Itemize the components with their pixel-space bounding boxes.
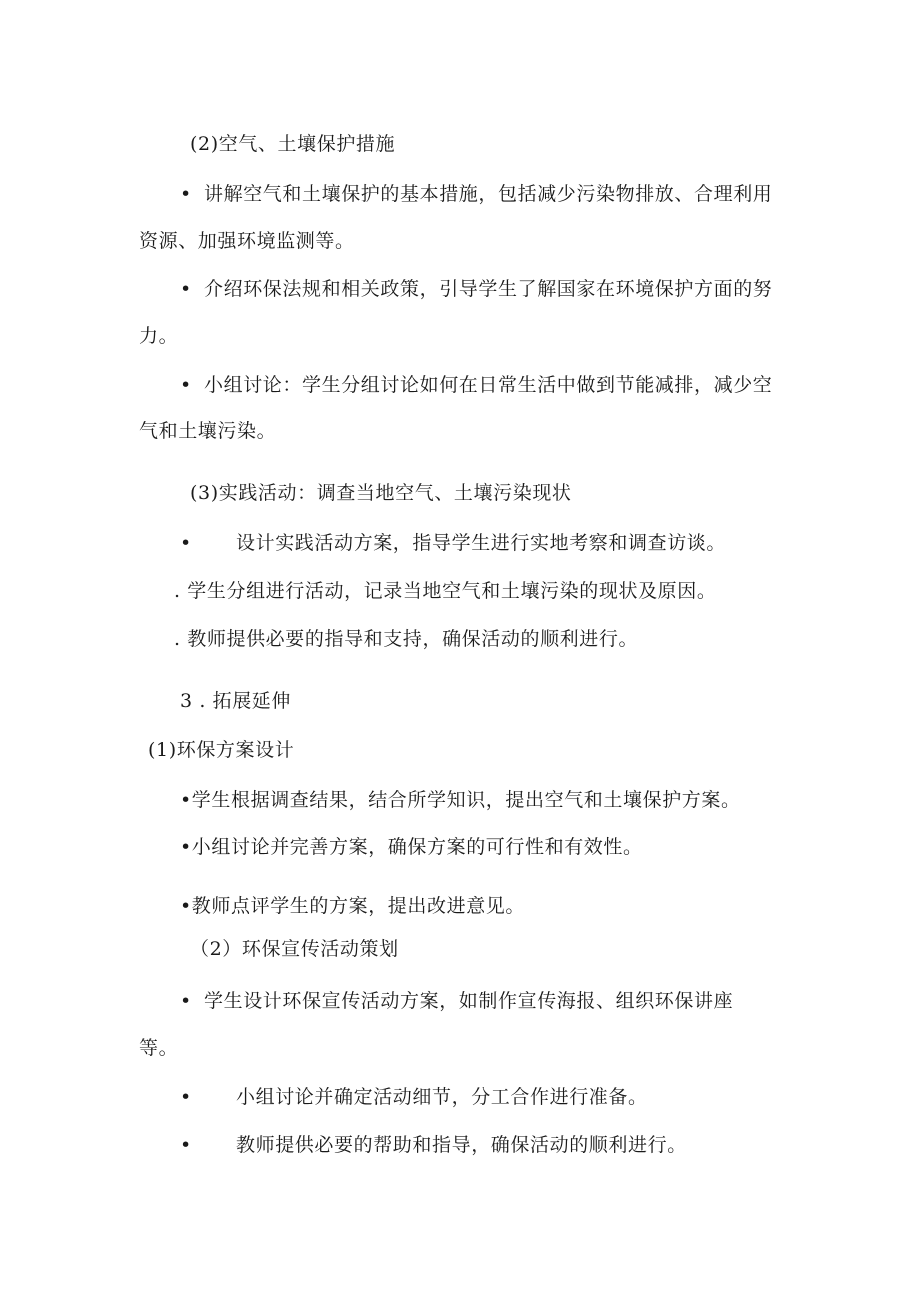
- paragraph-line: 设计实践活动方案，指导学生进行实地考察和调查访谈。: [236, 532, 727, 554]
- paragraph-line: . 教师提供必要的指导和支持，确保活动的顺利进行。: [174, 628, 639, 650]
- paragraph-line: 学生设计环保宣传活动方案，如制作宣传海报、组织环保讲座: [204, 990, 734, 1012]
- subsection-heading-plan-design: (1)环保方案设计: [148, 739, 295, 761]
- paragraph-line: 气和土壤污染。: [139, 420, 277, 442]
- paragraph-line: 资源、加强环境监测等。: [139, 230, 355, 252]
- bullet-icon: •: [180, 374, 192, 396]
- paragraph-line: •教师点评学生的方案，提出改进意见。: [180, 895, 526, 917]
- bullet-icon: •: [180, 278, 192, 300]
- paragraph-line: 教师提供必要的帮助和指导，确保活动的顺利进行。: [236, 1134, 687, 1156]
- paragraph-line: 介绍环保法规和相关政策，引导学生了解国家在环境保护方面的努: [204, 278, 773, 300]
- paragraph-line: 小组讨论并确定活动细节，分工合作进行准备。: [236, 1086, 648, 1108]
- bullet-icon: •: [180, 183, 192, 205]
- section-heading-extension: 3 . 拓展延伸: [180, 690, 292, 712]
- bullet-icon: •: [180, 1086, 192, 1108]
- paragraph-line: 讲解空气和土壤保护的基本措施，包括减少污染物排放、合理利用: [204, 183, 773, 205]
- paragraph-line: •学生根据调查结果，结合所学知识，提出空气和土壤保护方案。: [180, 789, 741, 811]
- subsection-heading-campaign-planning: （2）环保宣传活动策划: [190, 938, 399, 960]
- paragraph-line: 等。: [139, 1037, 179, 1059]
- section-heading-air-soil-measures: (2)空气、土壤保护措施: [190, 133, 396, 155]
- bullet-icon: •: [180, 990, 192, 1012]
- section-heading-practice-activity: (3)实践活动：调查当地空气、土壤污染现状: [190, 482, 572, 504]
- bullet-icon: •: [180, 1134, 192, 1156]
- paragraph-line: •小组讨论并完善方案，确保方案的可行性和有效性。: [180, 836, 643, 858]
- bullet-icon: •: [180, 532, 192, 554]
- paragraph-line: 力。: [139, 325, 179, 347]
- paragraph-line: . 学生分组进行活动，记录当地空气和土壤污染的现状及原因。: [174, 580, 717, 602]
- paragraph-line: 小组讨论：学生分组讨论如何在日常生活中做到节能减排，减少空: [204, 374, 773, 396]
